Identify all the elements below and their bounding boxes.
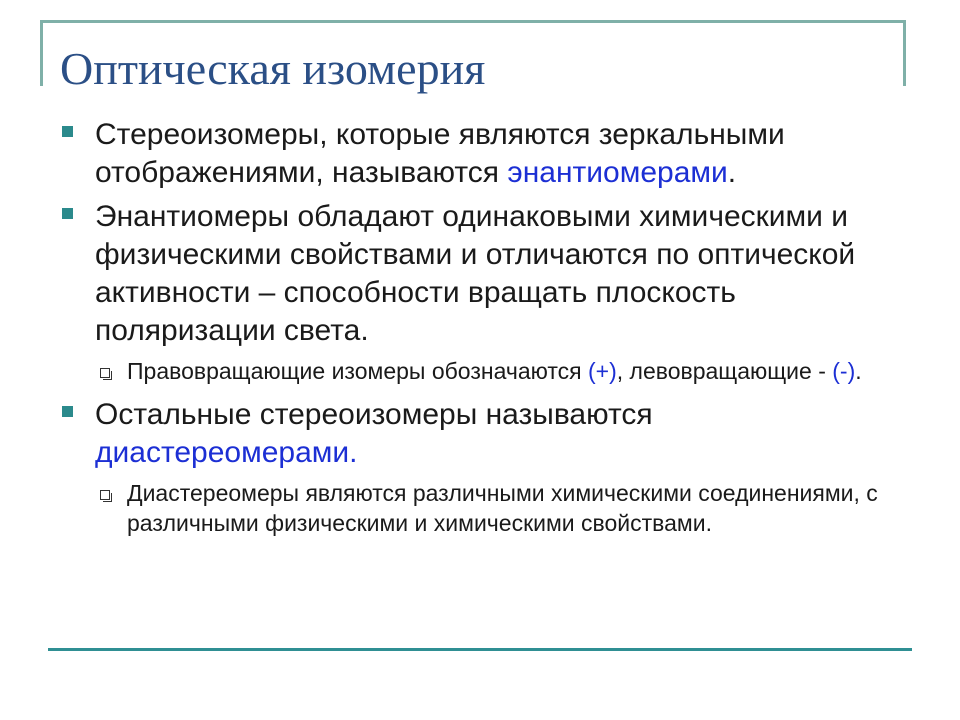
frame-bottom-line bbox=[48, 648, 912, 651]
sub-bullet-2 bbox=[60, 356, 910, 386]
bullet-3-text: Остальные стереоизомеры называются bbox=[95, 398, 653, 431]
bullet-3-accent: диастереомерами. bbox=[95, 436, 358, 469]
slide-content bbox=[60, 116, 910, 548]
bullet-2-text: Энантиомеры обладают одинаковыми химическими и физическими свойствами и отличаются по оптической активности – способности вращать плоскость поляризации света. bbox=[95, 200, 856, 347]
frame-right-line bbox=[903, 20, 906, 86]
square-bullet-icon bbox=[62, 406, 73, 417]
hollow-square-bullet-icon bbox=[100, 490, 110, 500]
sub-bullet-2-text-mid: , левовращающие - bbox=[616, 358, 833, 384]
slide-title: Оптическая изомерия bbox=[60, 43, 486, 94]
square-bullet-icon bbox=[62, 208, 73, 219]
bullet-1-text-end: . bbox=[727, 156, 737, 189]
sub-bullet-3 bbox=[60, 478, 910, 538]
sub-bullet-2-accent-plus: (+) bbox=[588, 358, 617, 384]
sub-bullet-2-accent-minus: (-) bbox=[832, 358, 856, 384]
sub-bullet-2-text: Правовращающие изомеры обозначаются bbox=[127, 358, 588, 384]
frame-top-line bbox=[40, 20, 904, 23]
bullet-3 bbox=[60, 396, 910, 472]
sub-bullet-3-text: Диастереомеры являются различными химическими соединениями, с различными физическими и химическими свойствами. bbox=[127, 480, 878, 536]
square-bullet-icon bbox=[62, 126, 73, 137]
sub-bullet-2-text-end: . bbox=[855, 358, 862, 384]
bullet-1 bbox=[60, 116, 910, 192]
hollow-square-bullet-icon bbox=[100, 368, 110, 378]
frame-left-line bbox=[40, 20, 43, 86]
bullet-2 bbox=[60, 198, 910, 350]
bullet-1-text: Стереоизомеры, которые являются зеркальными отображениями, называются bbox=[95, 118, 785, 189]
bullet-1-accent: энантиомерами bbox=[507, 156, 728, 189]
